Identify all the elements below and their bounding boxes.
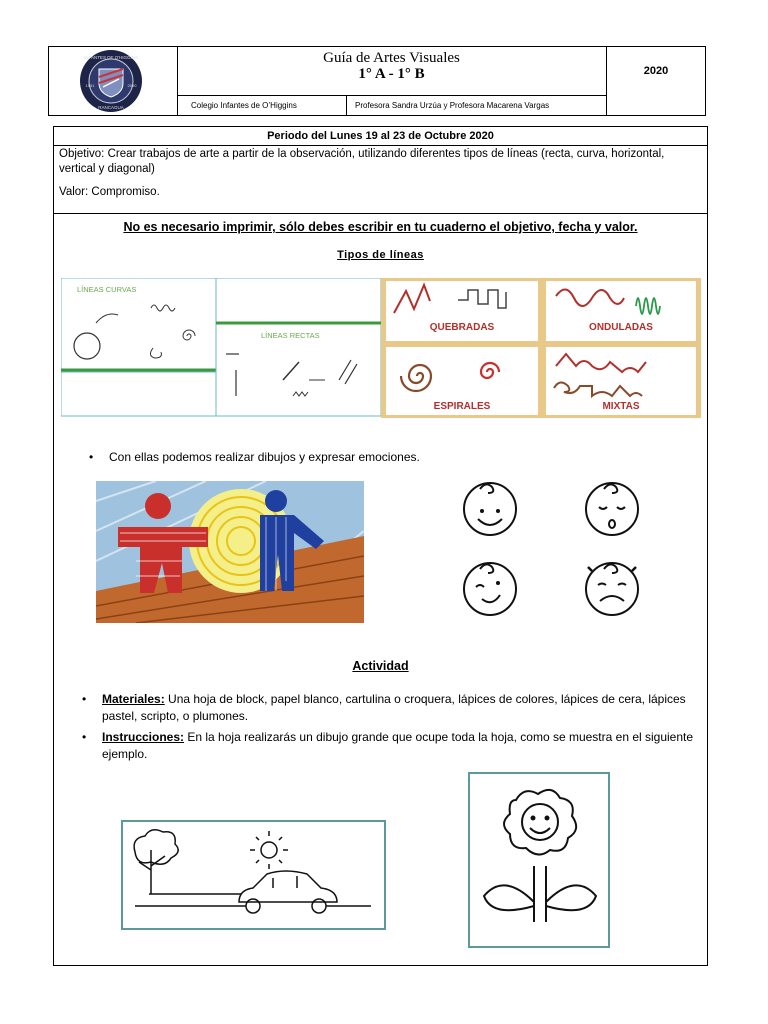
example-drawing-flower xyxy=(468,772,610,948)
header-table xyxy=(48,46,706,116)
objective-section xyxy=(54,145,707,214)
materials-text: Una hoja de block, papel blanco, cartulina o croquera, lápices de colores, lápices de cera, lápices pastel, scripto, o plumones. xyxy=(102,692,686,723)
svg-text:1951: 1951 xyxy=(85,83,95,88)
emotions-bullet xyxy=(89,449,669,466)
instructions-text: En la hoja realizarás un dibujo grande que ocupe toda la hoja, como se muestra en el siguiente ejemplo. xyxy=(102,730,694,761)
svg-text:RANCAGUA: RANCAGUA xyxy=(98,105,124,110)
teachers-name: Profesora Sandra Urzúa y Profesora Macarena Vargas xyxy=(347,96,607,115)
lines-title: Tipos de líneas xyxy=(337,249,424,261)
value-label: Valor: Compromiso. xyxy=(59,186,160,198)
bullet-icon: • xyxy=(89,450,94,464)
emotions-text: Con ellas podemos realizar dibujos y expresar emociones. xyxy=(109,450,420,464)
objective-label: Objetivo: xyxy=(59,148,105,160)
guide-title: Guía de Artes Visuales xyxy=(323,50,460,66)
onduladas-label: ONDULADAS xyxy=(589,322,653,333)
emotion-faces-image xyxy=(454,479,664,629)
bullet-icon: • xyxy=(82,730,87,744)
school-name: Colegio Infantes de O’Higgins xyxy=(177,96,347,115)
mixtas-label: MIXTAS xyxy=(602,401,640,412)
artwork-image xyxy=(96,481,364,623)
example-drawing-landscape xyxy=(121,820,386,930)
activity-title: Actividad xyxy=(352,659,409,673)
materials-label: Materiales: xyxy=(102,692,165,706)
rectas-label: LÍNEAS RECTAS xyxy=(261,331,320,340)
objective-text: Crear trabajos de arte a partir de la observación, utilizando diferentes tipos de líneas (recta, curva, horizontal, vertical y diagonal) xyxy=(59,148,665,175)
curvas-label: LÍNEAS CURVAS xyxy=(77,285,137,294)
logo-cell xyxy=(49,47,178,115)
line-types-image xyxy=(61,278,701,418)
main-content xyxy=(53,126,708,966)
title-cell xyxy=(177,47,607,96)
materials-bullet xyxy=(82,691,697,725)
happy-face-icon xyxy=(464,483,516,535)
instructions-bullet xyxy=(82,729,697,763)
notice-text: No es necesario imprimir, sólo debes escribir en tu cuaderno el objetivo, fecha y valor. xyxy=(123,220,638,234)
quebradas-label: QUEBRADAS xyxy=(429,322,495,333)
svg-text:INFANTES DE O'HIGGINS: INFANTES DE O'HIGGINS xyxy=(83,55,139,60)
school-logo-icon xyxy=(49,47,177,115)
course-title: 1° A - 1° B xyxy=(358,66,425,82)
bullet-icon: • xyxy=(82,692,87,706)
svg-text:2020: 2020 xyxy=(127,83,137,88)
year-label: 2020 xyxy=(643,65,669,77)
instructions-label: Instrucciones: xyxy=(102,730,185,744)
period-label: Periodo del Lunes 19 al 23 de Octubre 2020 xyxy=(54,127,707,146)
espirales-label: ESPIRALES xyxy=(433,401,491,412)
